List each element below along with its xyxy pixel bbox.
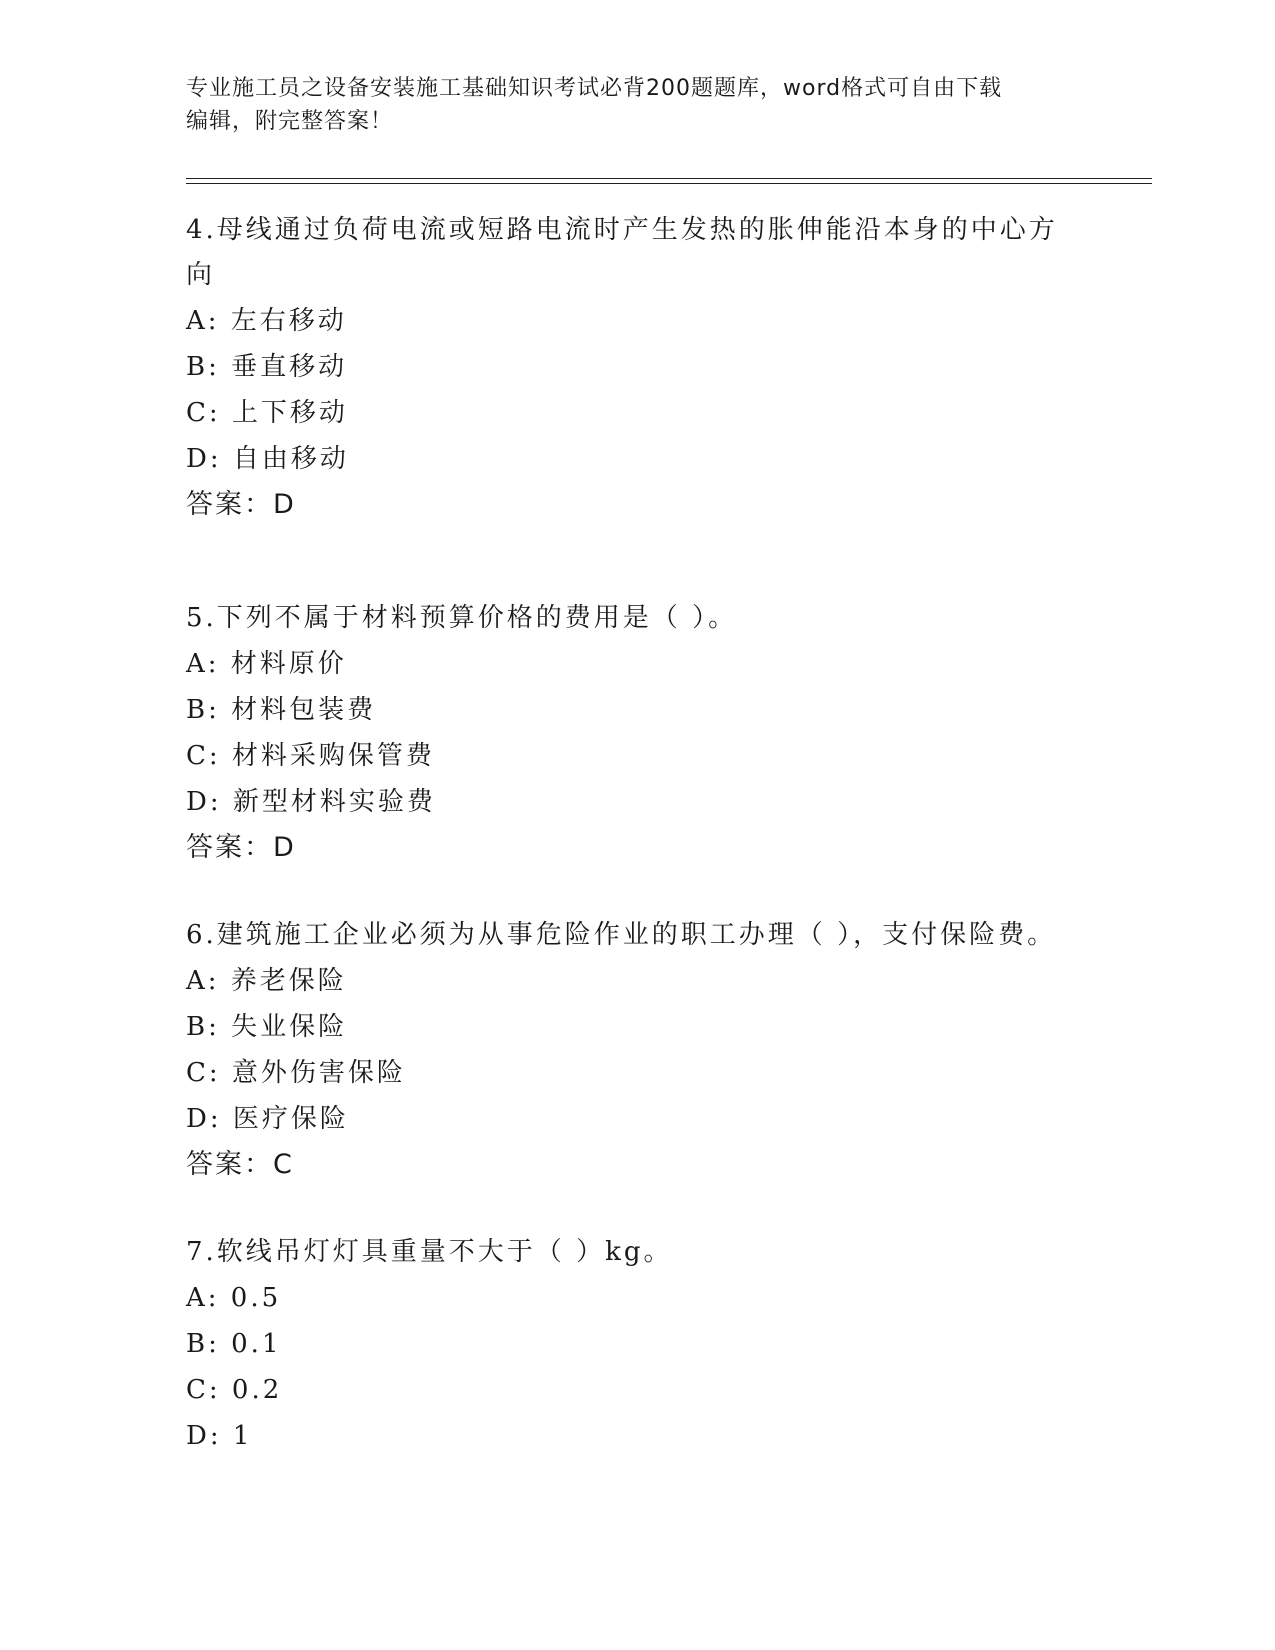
option-a: A: 左右移动 (186, 306, 347, 336)
header-line-2: 编辑，附完整答案！ (186, 109, 394, 134)
answer: 答案：D (186, 489, 296, 520)
question-title: 4.母线通过负荷电流或短路电流时产生发热的胀伸能沿本身的中心方 (186, 215, 1058, 245)
option-b: B: 0.1 (186, 1329, 282, 1359)
option-c: C: 意外伤害保险 (186, 1058, 406, 1088)
question-title: 7.软线吊灯灯具重量不大于（ ）kg。 (186, 1237, 673, 1267)
option-b: B: 失业保险 (186, 1012, 348, 1042)
option-a: A: 材料原价 (186, 649, 347, 679)
question-title: 5.下列不属于材料预算价格的费用是（ ）。 (186, 603, 738, 633)
question-6 (186, 913, 1086, 1188)
option-d: D: 自由移动 (186, 444, 349, 474)
answer: 答案：C (186, 1149, 294, 1180)
document-header (186, 72, 1086, 138)
option-c: C: 材料采购保管费 (186, 741, 435, 771)
option-d: D: 医疗保险 (186, 1104, 349, 1134)
question-5 (186, 596, 1086, 871)
option-c: C: 0.2 (186, 1375, 283, 1405)
option-d: D: 新型材料实验费 (186, 787, 436, 817)
header-rule-top (186, 178, 1152, 179)
question-7 (186, 1230, 1086, 1459)
question-title-cont: 向 (186, 260, 216, 290)
answer: 答案：D (186, 832, 296, 863)
option-b: B: 垂直移动 (186, 352, 348, 382)
option-c: C: 上下移动 (186, 398, 348, 428)
question-4 (186, 208, 1086, 528)
option-d: D: 1 (186, 1421, 253, 1451)
header-rule-bottom (186, 183, 1152, 184)
header-line-1: 专业施工员之设备安装施工基础知识考试必背200题题库，word格式可自由下载 (186, 76, 1003, 101)
option-a: A: 0.5 (186, 1283, 282, 1313)
option-b: B: 材料包装费 (186, 695, 377, 725)
question-title: 6.建筑施工企业必须为从事危险作业的职工办理（ ），支付保险费。 (186, 920, 1057, 950)
option-a: A: 养老保险 (186, 966, 347, 996)
